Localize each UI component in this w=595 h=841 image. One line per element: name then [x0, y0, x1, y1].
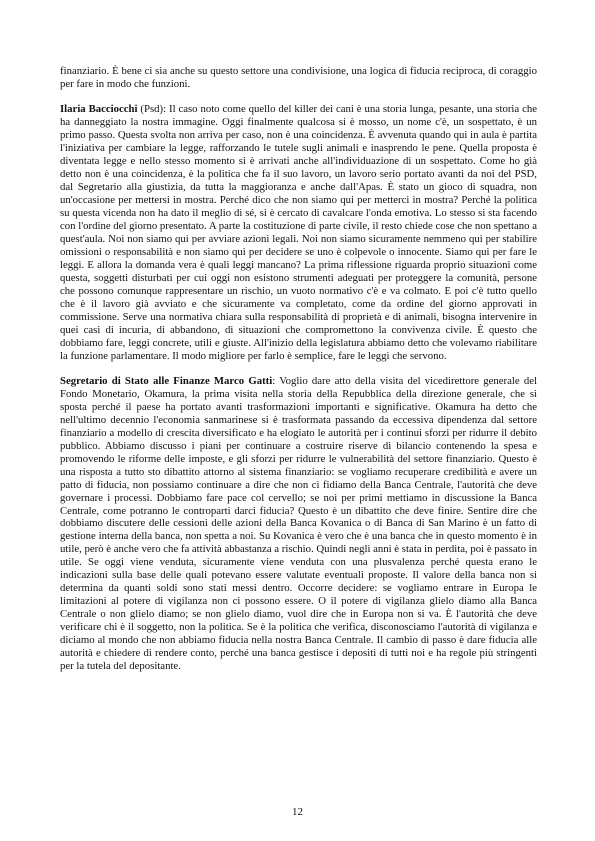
speaker-party: (Psd) [137, 103, 164, 116]
paragraph-text: finanziario. È bene ci sia anche su questo settore una condivisione, una logica di fiducia reciproca, di coraggio per fare in modo che funzioni. [60, 65, 537, 90]
paragraph-intro [60, 65, 537, 91]
speaker-name: Segretario di Stato alle Finanze Marco Gatti [60, 374, 273, 387]
paragraph-text: : Voglio dare atto della visita del vicedirettore generale del Fondo Monetario, Okamura, la prima visita nella storia della Repubblica della direzione generale, che si sposta perché il paese ha portato avanti trasformazioni importanti e significative. Okamura ha detto che nell'ultimo decennio l'economia sanmarinese si è trasformata passando da eccessiva dipendenza dal settore finanziario a modello di crescita diversificato e ha elogiato le autorità per i continui sforzi per ridurre il debito pubblico. Abbiamo discusso i piani per continuare a costruire riserve di bilancio contenendo la spesa e promovendo le riforme delle imposte, e gli sforzi per ridurre le vulnerabilità del settore finanziario. Questo è una risposta a tutto sto dibattito attorno al sistema finanziario: se vogliamo recuperare credibilità e avere un patto di fiducia, non possiamo continuare a dire che non ci fidiamo della Banca Centrale, l'autorità che deve governare i processi. Dobbiamo fare pace col cervello; se noi per primi mettiamo in discussione la Banca Centrale, come potranno le controparti darci fiducia? Questo è un dibattito che deve finire. Sentire dire che dobbiamo discutere delle cessioni delle azioni della Banca Kovanica o di Banca di San Marino è un fatto di gestione interna della banca, non spetta a noi. Su Kovanica è vero che è una banca che in questo momento è in utile, però è anche vero che fa attività abbastanza a rischio. Quindi negli anni è stata in perdita, poi è passato in utile. Se oggi viene venduta, sicuramente viene venduta con una plusvalenza perché questa erano le indicazioni sulla base delle quali potevano essere valutate eventuali proposte. Il valore della banca non si determina da quanti soldi sono stati messi dentro. Occorre decidere: se vogliamo entrare in Europa le limitazioni al potere di vigilanza non ci possono essere. O il potere di vigilanza glielo diamo alla Banca Centrale o non glielo diamo; se non glielo diamo, vuol dire che in Europa non si va. È l'autorità che deve verificare chi è il soggetto, non la politica. Se è la politica che verifica, disconosciamo l'autorità di vigilanza e diciamo al mondo che non abbiamo fiducia nella nostra Banca Centrale. Il cambio di passo è dare fiducia alle autorità e chiedere di rendere conto, perché una banca gestisce i depositi di tutti noi e ha regole più stringenti per la tutela del depositante. [60, 374, 538, 672]
page-number: 12 [292, 806, 303, 818]
paragraph-bacciocchi [60, 103, 537, 362]
paragraph-text: : Il caso noto come quello del killer dei cani è una storia lunga, pesante, una storia che ha danneggiato la nostra immagine. Oggi finalmente qualcosa si è mosso, un nome c'è, un sospettato, è un primo passo. Questa svolta non arriva per caso, non è una coincidenza. È avvenuta quando qui in aula è partita l'iniziativa per cambiare la legge, rafforzando le tutele sugli animali e inasprendo le pene. Quella proposta è diventata legge e nello stesso momento si è arrivati anche all'individuazione di un sospettato. Come ho già detto non è una coincidenza, è la politica che fa il suo lavoro, un lavoro serio portato avanti da noi del PSD, dal Segretario alla giustizia, da tutta la maggioranza e anche dall'Apas. È stato un gioco di squadra, non un'occasione per mettersi in mostra. Perché dico che non siamo qui per metterci in mostra? Perché la politica su questa vicenda non ha dato il meglio di sé, si è cercato di cavalcare l'onda emotiva. Lo stesso si sta facendo con l'ordine del giorno presentato. A parte la costituzione di parte civile, il resto chiede cose che non spettano a quest'aula. Noi non siamo qui per avviare azioni legali. Noi non siamo sicuramente nemmeno qui per stabilire omissioni o responsabilità e non siamo qui per decidere se uno è colpevole o innocente. Siamo qui per fare le leggi. E allora la domanda vera è quali leggi mancano? La prima riflessione riguarda proprio situazioni come questa, soggetti disturbati per cui oggi non esistono strumenti adeguati per proteggere la comunità, persone che possono comunque rappresentare un rischio, un vuoto normativo c'è e va colmato. E poi c'è tutto quello che è il lavoro già avviato e che sicuramente va completato, come da ordine del giorno approvati in commissione. Serve una normativa chiara sulla responsabilità di proprietà e di animali, bisogna intervenire in quei casi di incuria, di abbandono, di situazioni che compromettono la convivenza civile. È questo che dobbiamo fare, leggi concrete, utili e giuste. All'inizio della legislatura abbiamo detto che volevamo riabilitare la funzione parlamentare. Il modo migliore per farlo è semplice, fare le leggi che servono. [60, 103, 537, 362]
speaker-name: Ilaria Bacciocchi [60, 103, 138, 116]
paragraph-gatti [60, 375, 537, 673]
